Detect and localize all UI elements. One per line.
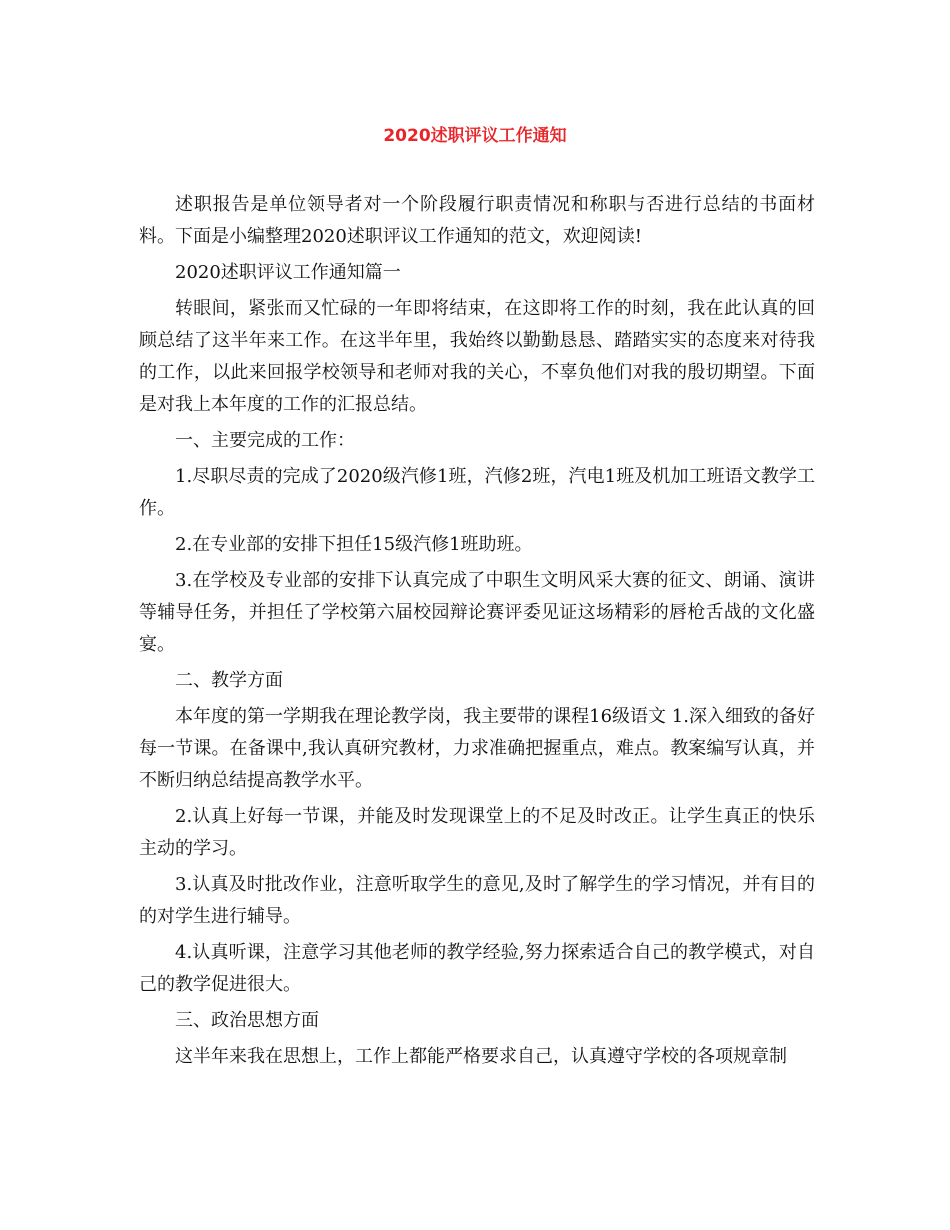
list-item-3: 3.在学校及专业部的安排下认真完成了中职生文明风采大赛的征文、朗诵、演讲等辅导任务，并担任了学校第六届校园辩论赛评委见证这场精彩的唇枪舌战的文化盛宴。 (139, 570, 815, 655)
section-heading-main-work: 一、主要完成的工作： (175, 430, 355, 451)
section-heading-political: 三、政治思想方面 (175, 1010, 319, 1031)
paragraph-teaching-2: 2.认真上好每一节课，并能及时发现课堂上的不足及时改正。让学生真正的快乐主动的学习。 (139, 806, 815, 859)
section-heading-part-one: 2020述职评议工作通知篇一 (175, 262, 401, 283)
list-item-1: 1.尽职尽责的完成了2020级汽修1班，汽修2班，汽电1班及机加工班语文教学工作。 (139, 466, 815, 519)
paragraph-teaching-3: 3.认真及时批改作业，注意听取学生的意见,及时了解学生的学习情况，并有目的的对学生进行辅导。 (139, 874, 815, 927)
list-item-2: 2.在专业部的安排下担任15级汽修1班助班。 (175, 534, 533, 555)
document-body (139, 189, 815, 1077)
paragraph-political: 这半年来我在思想上，工作上都能严格要求自己，认真遵守学校的各项规章制 (175, 1046, 787, 1067)
paragraph-intro: 述职报告是单位领导者对一个阶段履行职责情况和称职与否进行总结的书面材料。下面是小编整理2020述职评议工作通知的范文，欢迎阅读! (139, 194, 815, 247)
paragraph-teaching-1: 本年度的第一学期我在理论教学岗，我主要带的课程16级语文 1.深入细致的备好每一节课。在备课中,我认真研究教材，力求准确把握重点，难点。教案编写认真，并不断归纳总结提高教学水平。 (139, 706, 815, 791)
section-heading-teaching: 二、教学方面 (175, 670, 283, 691)
paragraph-teaching-4: 4.认真听课，注意学习其他老师的教学经验,努力探索适合自己的教学模式，对自己的教学促进很大。 (139, 942, 815, 995)
paragraph-opening: 转眼间，紧张而又忙碌的一年即将结束，在这即将工作的时刻，我在此认真的回顾总结了这半年来工作。在这半年里，我始终以勤勤恳恳、踏踏实实的态度来对待我的工作，以此来回报学校领导和老师对我的关心，不辜负他们对我的殷切期望。下面是对我上本年度的工作的汇报总结。 (139, 298, 815, 415)
document-title: 2020述职评议工作通知 (383, 126, 567, 146)
